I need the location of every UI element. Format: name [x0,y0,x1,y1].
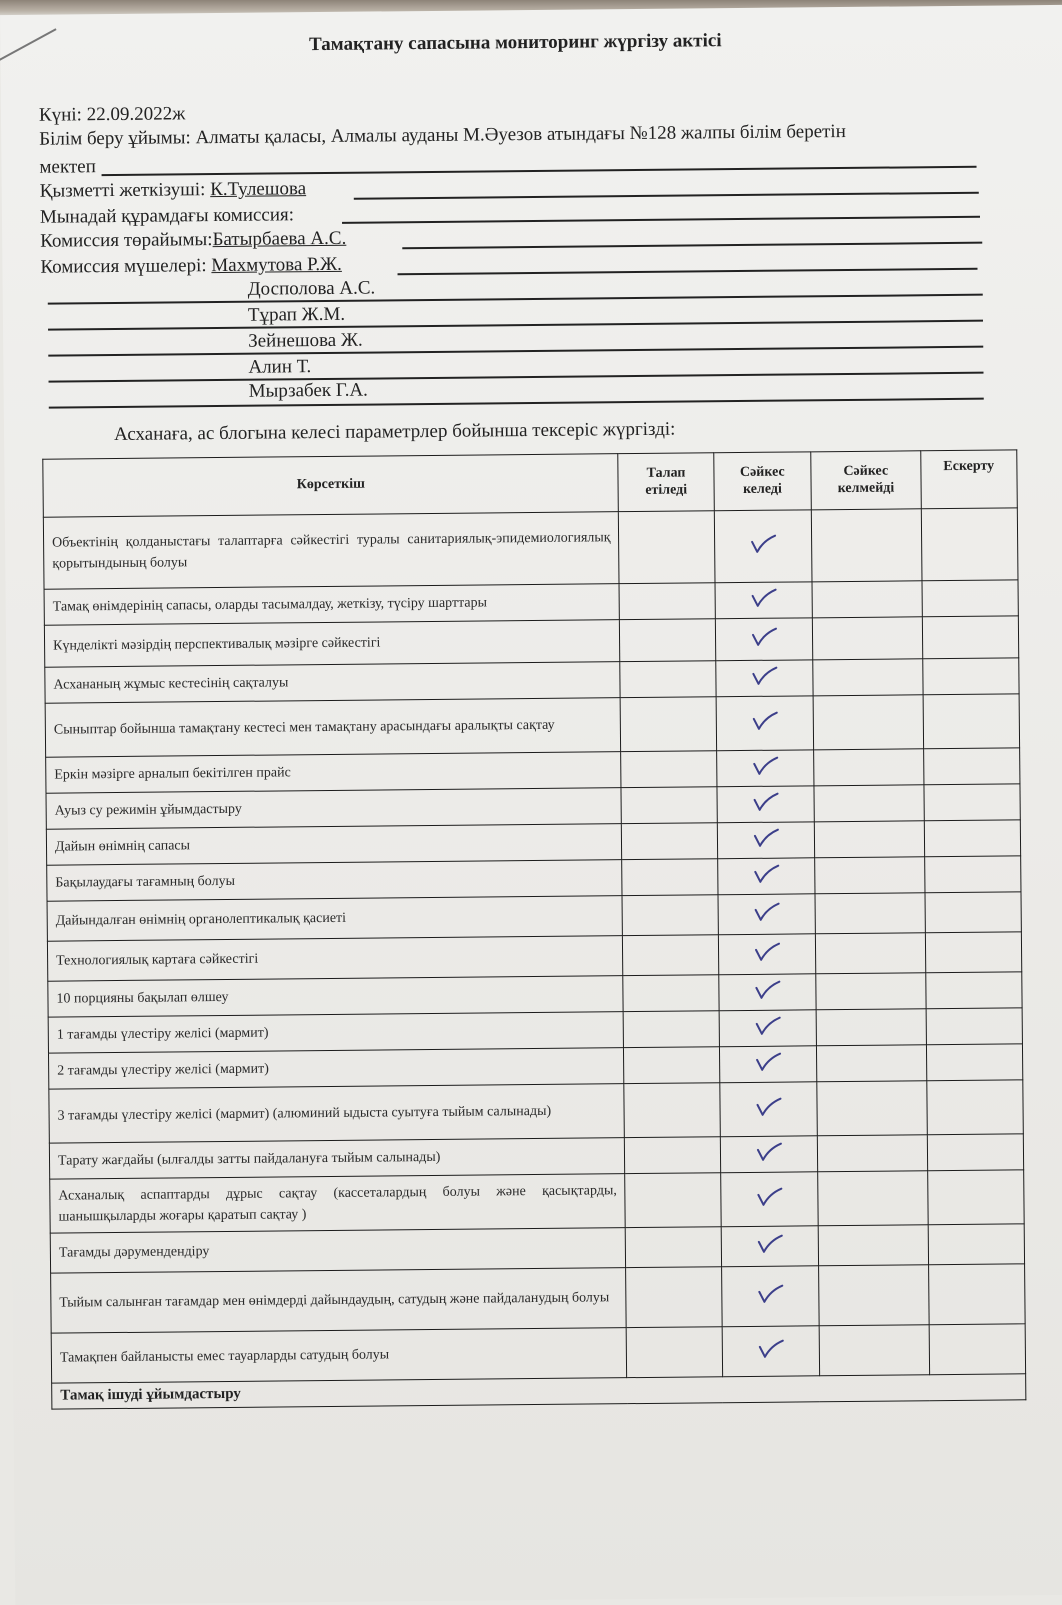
compliant-cell [719,1010,817,1047]
note-cell [928,1224,1025,1265]
checkmark-icon [751,827,781,849]
required-cell [619,583,715,620]
member-name: Тұрап Ж.М. [247,303,346,326]
indicator-cell: Объектінің қолданыстағы талаптарға сәйкестігі туралы санитариялық-эпидемиологиялық қорытындының болуы [43,512,619,590]
underline-rule [48,294,983,304]
required-cell [619,511,715,584]
required-cell [621,787,717,824]
date-value: 22.09.2022ж [86,103,186,126]
compliant-cell [715,618,813,661]
date-line [39,103,186,126]
checkmark-icon [749,626,779,648]
section-title: Тамақ ішуді ұйымдастыру [52,1374,1026,1409]
table-row [51,1264,1026,1333]
required-cell [622,895,718,936]
header-note: Ескерту [920,450,1017,509]
note-cell [925,932,1022,973]
table-header-row [43,450,1018,517]
compliant-cell [719,1046,817,1083]
table-row [45,694,1019,757]
compliant-cell [718,934,816,975]
table-row [49,1080,1023,1143]
compliant-cell [717,822,815,859]
required-cell [625,1173,721,1228]
noncompliant-cell [816,1045,926,1082]
indicator-cell: Тағамды дәрумендендіру [50,1228,626,1274]
note-cell [927,1170,1024,1225]
checkmark-icon [753,1051,783,1073]
indicator-cell: Бақылаудағы тағамның болуы [47,860,623,902]
compliant-cell [718,974,816,1011]
required-cell [622,859,718,896]
required-cell [624,1047,720,1084]
note-cell [925,892,1022,933]
noncompliant-cell [816,973,926,1010]
note-cell [926,1008,1023,1045]
required-cell [623,975,719,1012]
compliant-cell [718,894,816,935]
checkmark-icon [750,710,780,732]
underline-rule [102,166,977,176]
required-cell [620,619,716,662]
underline-rule [398,268,978,275]
required-cell [625,1137,721,1174]
indicator-cell: Сыныптар бойынша тамақтану кестесі мен тамақтану арасындағы аралықты сақтау [45,698,621,758]
compliant-cell [720,1172,818,1227]
checkmark-icon [755,1233,785,1255]
member-name: Зейнешова Ж. [248,329,363,352]
required-cell [620,661,716,698]
note-cell [927,1134,1024,1171]
checkmark-icon [754,1141,784,1163]
indicator-cell: 2 тағамды үлестіру желісі (мармит) [48,1048,624,1090]
indicator-cell: Ауыз су режимін ұйымдастыру [46,788,622,830]
compliant-cell [715,582,813,619]
table-row [43,508,1018,589]
noncompliant-cell [815,893,925,934]
compliant-cell [717,858,815,895]
noncompliant-cell [814,785,924,822]
required-cell [621,751,717,788]
noncompliant-cell [818,1171,928,1226]
noncompliant-cell [817,1081,927,1136]
indicator-cell: Күнделікті мәзірдің перспективалық мәзірге сәйкестігі [44,620,620,668]
indicator-cell: Еркін мәзірге арналып бекітілген прайс [46,752,622,794]
date-label: Күні: [38,104,82,126]
checkmark-icon [748,533,778,555]
underline-rule [49,398,984,408]
checkmark-icon [751,901,781,923]
underline-rule [402,242,982,249]
supplier-value: К.Тулешова [210,178,307,201]
header-indicator: Көрсеткіш [43,454,619,518]
header-noncompliant: Сәйкес келмейді [811,451,921,510]
checkmark-icon [750,755,780,777]
compliant-cell [716,696,814,751]
note-cell [924,820,1021,857]
noncompliant-cell [819,1265,929,1326]
checkmark-icon [751,863,781,885]
supplier-label: Қызметті жеткізуші: [39,179,206,202]
noncompliant-cell [816,1009,926,1046]
chair-line [40,228,346,253]
supplier-line [40,178,307,203]
indicator-cell: Дайындалған өнімнің органолептикалық қасиеті [47,896,623,942]
note-cell [922,616,1019,659]
note-cell [928,1264,1025,1325]
header-required: Талап етіледі [618,453,714,512]
required-cell [622,823,718,860]
checkmark-icon [749,665,779,687]
document-title: Тамақтану сапасына мониторинг жүргізу актісі [308,30,722,56]
noncompliant-cell [814,749,924,786]
noncompliant-cell [813,695,923,750]
compliant-cell [717,786,815,823]
organization-value: Алматы қаласы, Алмалы ауданы М.Әуезов атындағы №128 жалпы білім беретін [195,120,846,149]
note-cell [926,1080,1023,1135]
checkmark-icon [753,1015,783,1037]
checkmark-icon [754,1186,784,1208]
indicator-cell: Тыйым салынған тағамдар мен өнімдерді дайындаудың, сатудың және пайдаланудың болуы [51,1268,627,1334]
note-cell [924,784,1021,821]
indicator-cell: Асханалық аспаптарды дұрыс сақтау (кассеталардың болуы және қасықтарды, шанышқыларды жоғары қаратып сақтау ) [50,1174,626,1234]
required-cell [621,697,717,752]
noncompliant-cell [811,509,921,582]
noncompliant-cell [815,857,925,894]
member-name: Досполова А.С. [247,277,376,300]
organization-label: Білім беру ұйымы: [39,127,191,150]
compliant-cell [722,1326,820,1377]
compliant-cell [721,1266,819,1327]
header-compliant: Сәйкес келеді [713,452,811,511]
chair-label: Комиссия төрайымы: [40,229,213,252]
noncompliant-cell [815,933,925,974]
required-cell [624,1011,720,1048]
required-cell [624,1083,720,1138]
member-name: Махмутова Р.Ж. [211,253,342,277]
note-cell [929,1324,1026,1375]
underline-rule [49,372,984,382]
table-row [50,1170,1024,1233]
required-cell [626,1267,722,1328]
compliant-cell [721,1226,819,1267]
checkmark-icon [752,979,782,1001]
compliant-cell [720,1136,818,1173]
indicator-cell: 3 тағамды үлестіру желісі (мармит) (алюминий ыдыста суытуға тыйым салынады) [49,1084,625,1144]
organization-value-cont: мектеп [39,156,96,178]
note-cell [923,748,1020,785]
required-cell [627,1327,723,1378]
note-cell [924,856,1021,893]
noncompliant-cell [813,659,923,696]
commission-label: Мынадай құрамдағы комиссия: [39,204,295,228]
checkmark-icon [750,791,780,813]
member-name: Мырзабек Г.А. [248,379,368,402]
note-cell [925,972,1022,1009]
noncompliant-cell [817,1135,927,1172]
member-name: Алин Т. [248,356,312,378]
members-label: Комиссия мүшелері: [40,255,207,278]
indicator-cell: Технологиялық картаға сәйкестігі [47,936,623,982]
checkmark-icon [756,1338,786,1360]
checkmark-icon [755,1283,785,1305]
noncompliant-cell [814,821,924,858]
indicator-cell: Тамақпен байланысты емес тауарларды сатудың болуы [51,1328,627,1384]
chair-value: Батырбаева А.С. [212,227,347,251]
inspection-table [42,449,1026,1409]
note-cell [921,508,1018,581]
indicator-cell: Дайын өнімнің сапасы [46,824,622,866]
noncompliant-cell [812,617,922,660]
noncompliant-cell [812,581,922,618]
note-cell [923,694,1020,749]
compliant-cell [715,660,813,697]
inspection-intro: Асханаға, ас блогына келесі параметрлер бойынша тексеріс жүргізді: [113,418,676,446]
underline-rule [342,216,980,224]
underline-rule [48,320,983,330]
indicator-cell: 10 порцияны бақылап өлшеу [48,976,624,1018]
note-cell [926,1044,1023,1081]
note-cell [922,658,1019,695]
noncompliant-cell [819,1325,929,1376]
underline-rule [354,192,979,199]
noncompliant-cell [818,1225,928,1266]
indicator-cell: Тарату жағдайы (ылғалды затты пайдалануға тыйым салынады) [49,1138,625,1180]
checkmark-icon [748,587,778,609]
underline-rule [48,346,983,356]
indicator-cell: Асхананың жұмыс кестесінің сақталуы [45,662,621,704]
required-cell [623,935,719,976]
indicator-cell: Тамақ өнімдерінің сапасы, оларды тасымалдау, жеткізу, түсіру шарттары [44,584,620,626]
compliant-cell [720,1082,818,1137]
indicator-cell: 1 тағамды үлестіру желісі (мармит) [48,1012,624,1054]
members-line [40,254,342,279]
document-page [0,5,1062,1605]
compliant-cell [714,510,812,583]
checkmark-icon [752,941,782,963]
note-cell [922,580,1019,617]
required-cell [626,1227,722,1268]
compliant-cell [716,750,814,787]
checkmark-icon [753,1096,783,1118]
